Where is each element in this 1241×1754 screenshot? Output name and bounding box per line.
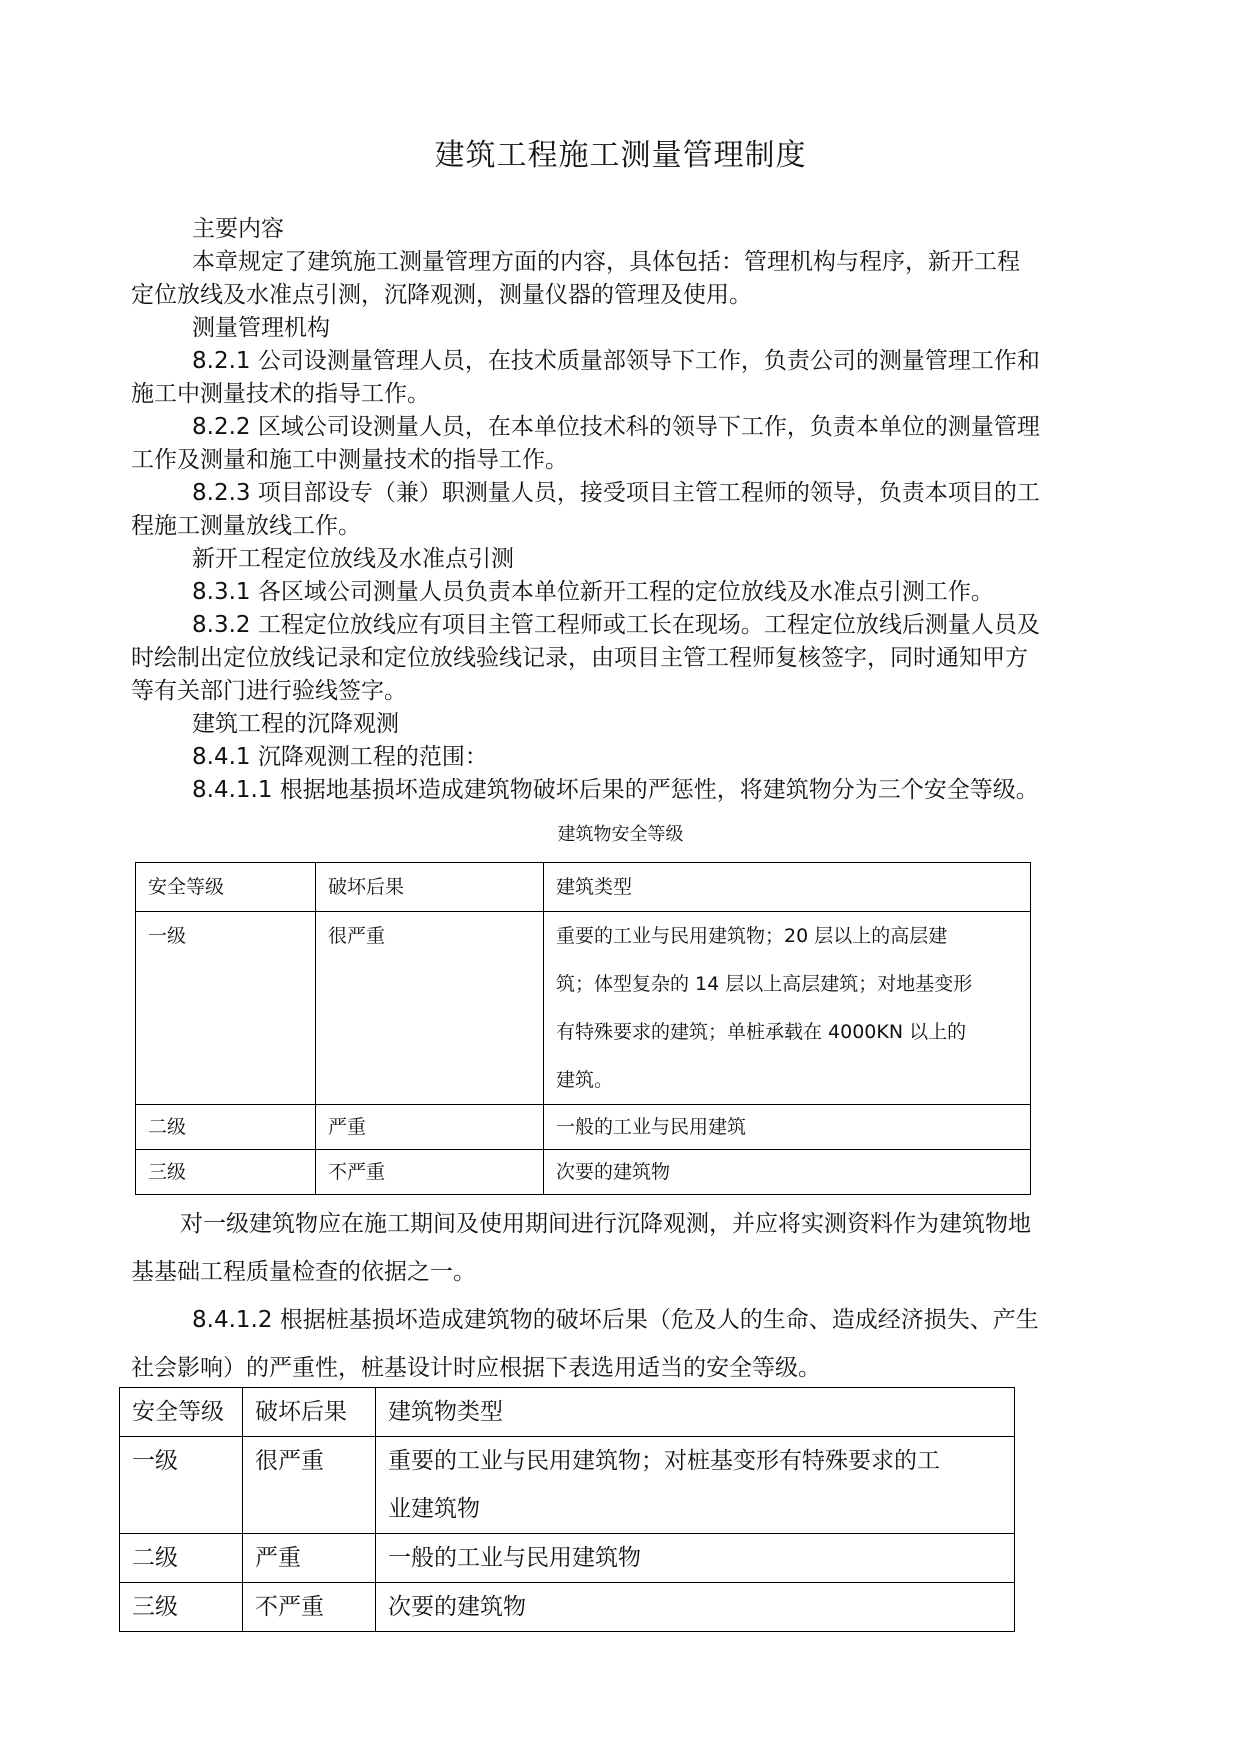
consequence-cell: 很严重 <box>243 1437 376 1534</box>
table-row <box>120 1534 1015 1583</box>
paragraph-line: 时绘制出定位放线记录和定位放线验线记录，由项目主管工程师复核签字，同时通知甲方 <box>131 645 1028 671</box>
paragraph-line: 等有关部门进行验线签字。 <box>131 678 407 704</box>
paragraph-line: 8.3.2 工程定位放线应有项目主管工程师或工长在现场。工程定位放线后测量人员及 <box>192 612 1040 638</box>
type-cell: 次要的建筑物 <box>544 1150 1031 1195</box>
paragraph-line: 8.4.1 沉降观测工程的范围： <box>192 744 488 770</box>
consequence-cell: 不严重 <box>243 1583 376 1632</box>
table-row <box>120 1437 1015 1534</box>
type-line: 有特殊要求的建筑；单桩承载在 4000KN 以上的 <box>556 1021 967 1043</box>
paragraph-line: 工作及测量和施工中测量技术的指导工作。 <box>131 447 568 473</box>
header-cell: 安全等级 <box>120 1388 243 1437</box>
consequence-cell: 严重 <box>243 1534 376 1583</box>
table-header-row <box>136 863 1031 912</box>
level-cell: 三级 <box>120 1583 243 1632</box>
level-cell: 一级 <box>120 1437 243 1534</box>
paragraph-line: 8.4.1.1 根据地基损坏造成建筑物破坏后果的严惩性，将建筑物分为三个安全等级。 <box>192 777 1039 803</box>
paragraph-line: 8.2.3 项目部设专（兼）职测量人员，接受项目主管工程师的领导，负责本项目的工 <box>192 480 1040 506</box>
safety-level-table-1 <box>135 862 1031 1195</box>
header-cell: 建筑物类型 <box>376 1388 1015 1437</box>
type-line: 重要的工业与民用建筑物；对桩基变形有特殊要求的工 <box>388 1448 940 1474</box>
header-cell: 安全等级 <box>136 863 316 912</box>
safety-level-table-2 <box>119 1387 1015 1632</box>
type-cell: 次要的建筑物 <box>376 1583 1015 1632</box>
table-row <box>120 1583 1015 1632</box>
table-header-row <box>120 1388 1015 1437</box>
paragraph-line: 社会影响）的严重性，桩基设计时应根据下表选用适当的安全等级。 <box>131 1355 821 1381</box>
paragraph-line: 8.2.2 区域公司设测量人员，在本单位技术科的领导下工作，负责本单位的测量管理 <box>192 414 1040 440</box>
section-heading-settlement: 建筑工程的沉降观测 <box>192 711 399 737</box>
type-line: 重要的工业与民用建筑物；20 层以上的高层建 <box>556 925 948 947</box>
table-row <box>136 912 1031 1105</box>
consequence-cell: 很严重 <box>316 912 544 1105</box>
header-cell: 破坏后果 <box>243 1388 376 1437</box>
paragraph-line: 定位放线及水准点引测，沉降观测，测量仪器的管理及使用。 <box>131 282 752 308</box>
level-cell: 二级 <box>136 1105 316 1150</box>
paragraph-line: 本章规定了建筑施工测量管理方面的内容，具体包括：管理机构与程序，新开工程 <box>192 249 1020 275</box>
type-line: 建筑。 <box>556 1069 614 1091</box>
paragraph-line: 基基础工程质量检查的依据之一。 <box>131 1259 476 1285</box>
header-cell: 建筑类型 <box>544 863 1031 912</box>
paragraph-line: 对一级建筑物应在施工期间及使用期间进行沉降观测，并应将实测资料作为建筑物地 <box>180 1211 1031 1237</box>
type-line: 筑；体型复杂的 14 层以上高层建筑；对地基变形 <box>556 973 973 995</box>
header-cell: 破坏后果 <box>316 863 544 912</box>
paragraph-line: 8.3.1 各区域公司测量人员负责本单位新开工程的定位放线及水准点引测工作。 <box>192 579 994 605</box>
section-heading-org: 测量管理机构 <box>192 315 330 341</box>
section-heading-layout: 新开工程定位放线及水准点引测 <box>192 546 514 572</box>
section-heading-main-content: 主要内容 <box>192 216 284 242</box>
paragraph-line: 8.2.1 公司设测量管理人员，在技术质量部领导下工作，负责公司的测量管理工作和 <box>192 348 1040 374</box>
paragraph-line: 8.4.1.2 根据桩基损坏造成建筑物的破坏后果（危及人的生命、造成经济损失、产生 <box>192 1307 1039 1333</box>
type-cell <box>376 1437 1015 1534</box>
type-cell <box>544 912 1031 1105</box>
consequence-cell: 严重 <box>316 1105 544 1150</box>
type-cell: 一般的工业与民用建筑 <box>544 1105 1031 1150</box>
table-row <box>136 1105 1031 1150</box>
page-title: 建筑工程施工测量管理制度 <box>434 138 807 173</box>
consequence-cell: 不严重 <box>316 1150 544 1195</box>
paragraph-line: 施工中测量技术的指导工作。 <box>131 381 430 407</box>
table-row <box>136 1150 1031 1195</box>
level-cell: 三级 <box>136 1150 316 1195</box>
type-cell: 一般的工业与民用建筑物 <box>376 1534 1015 1583</box>
level-cell: 一级 <box>136 912 316 1105</box>
table1-caption: 建筑物安全等级 <box>557 824 684 845</box>
level-cell: 二级 <box>120 1534 243 1583</box>
type-line: 业建筑物 <box>388 1496 480 1522</box>
paragraph-line: 程施工测量放线工作。 <box>131 513 361 539</box>
